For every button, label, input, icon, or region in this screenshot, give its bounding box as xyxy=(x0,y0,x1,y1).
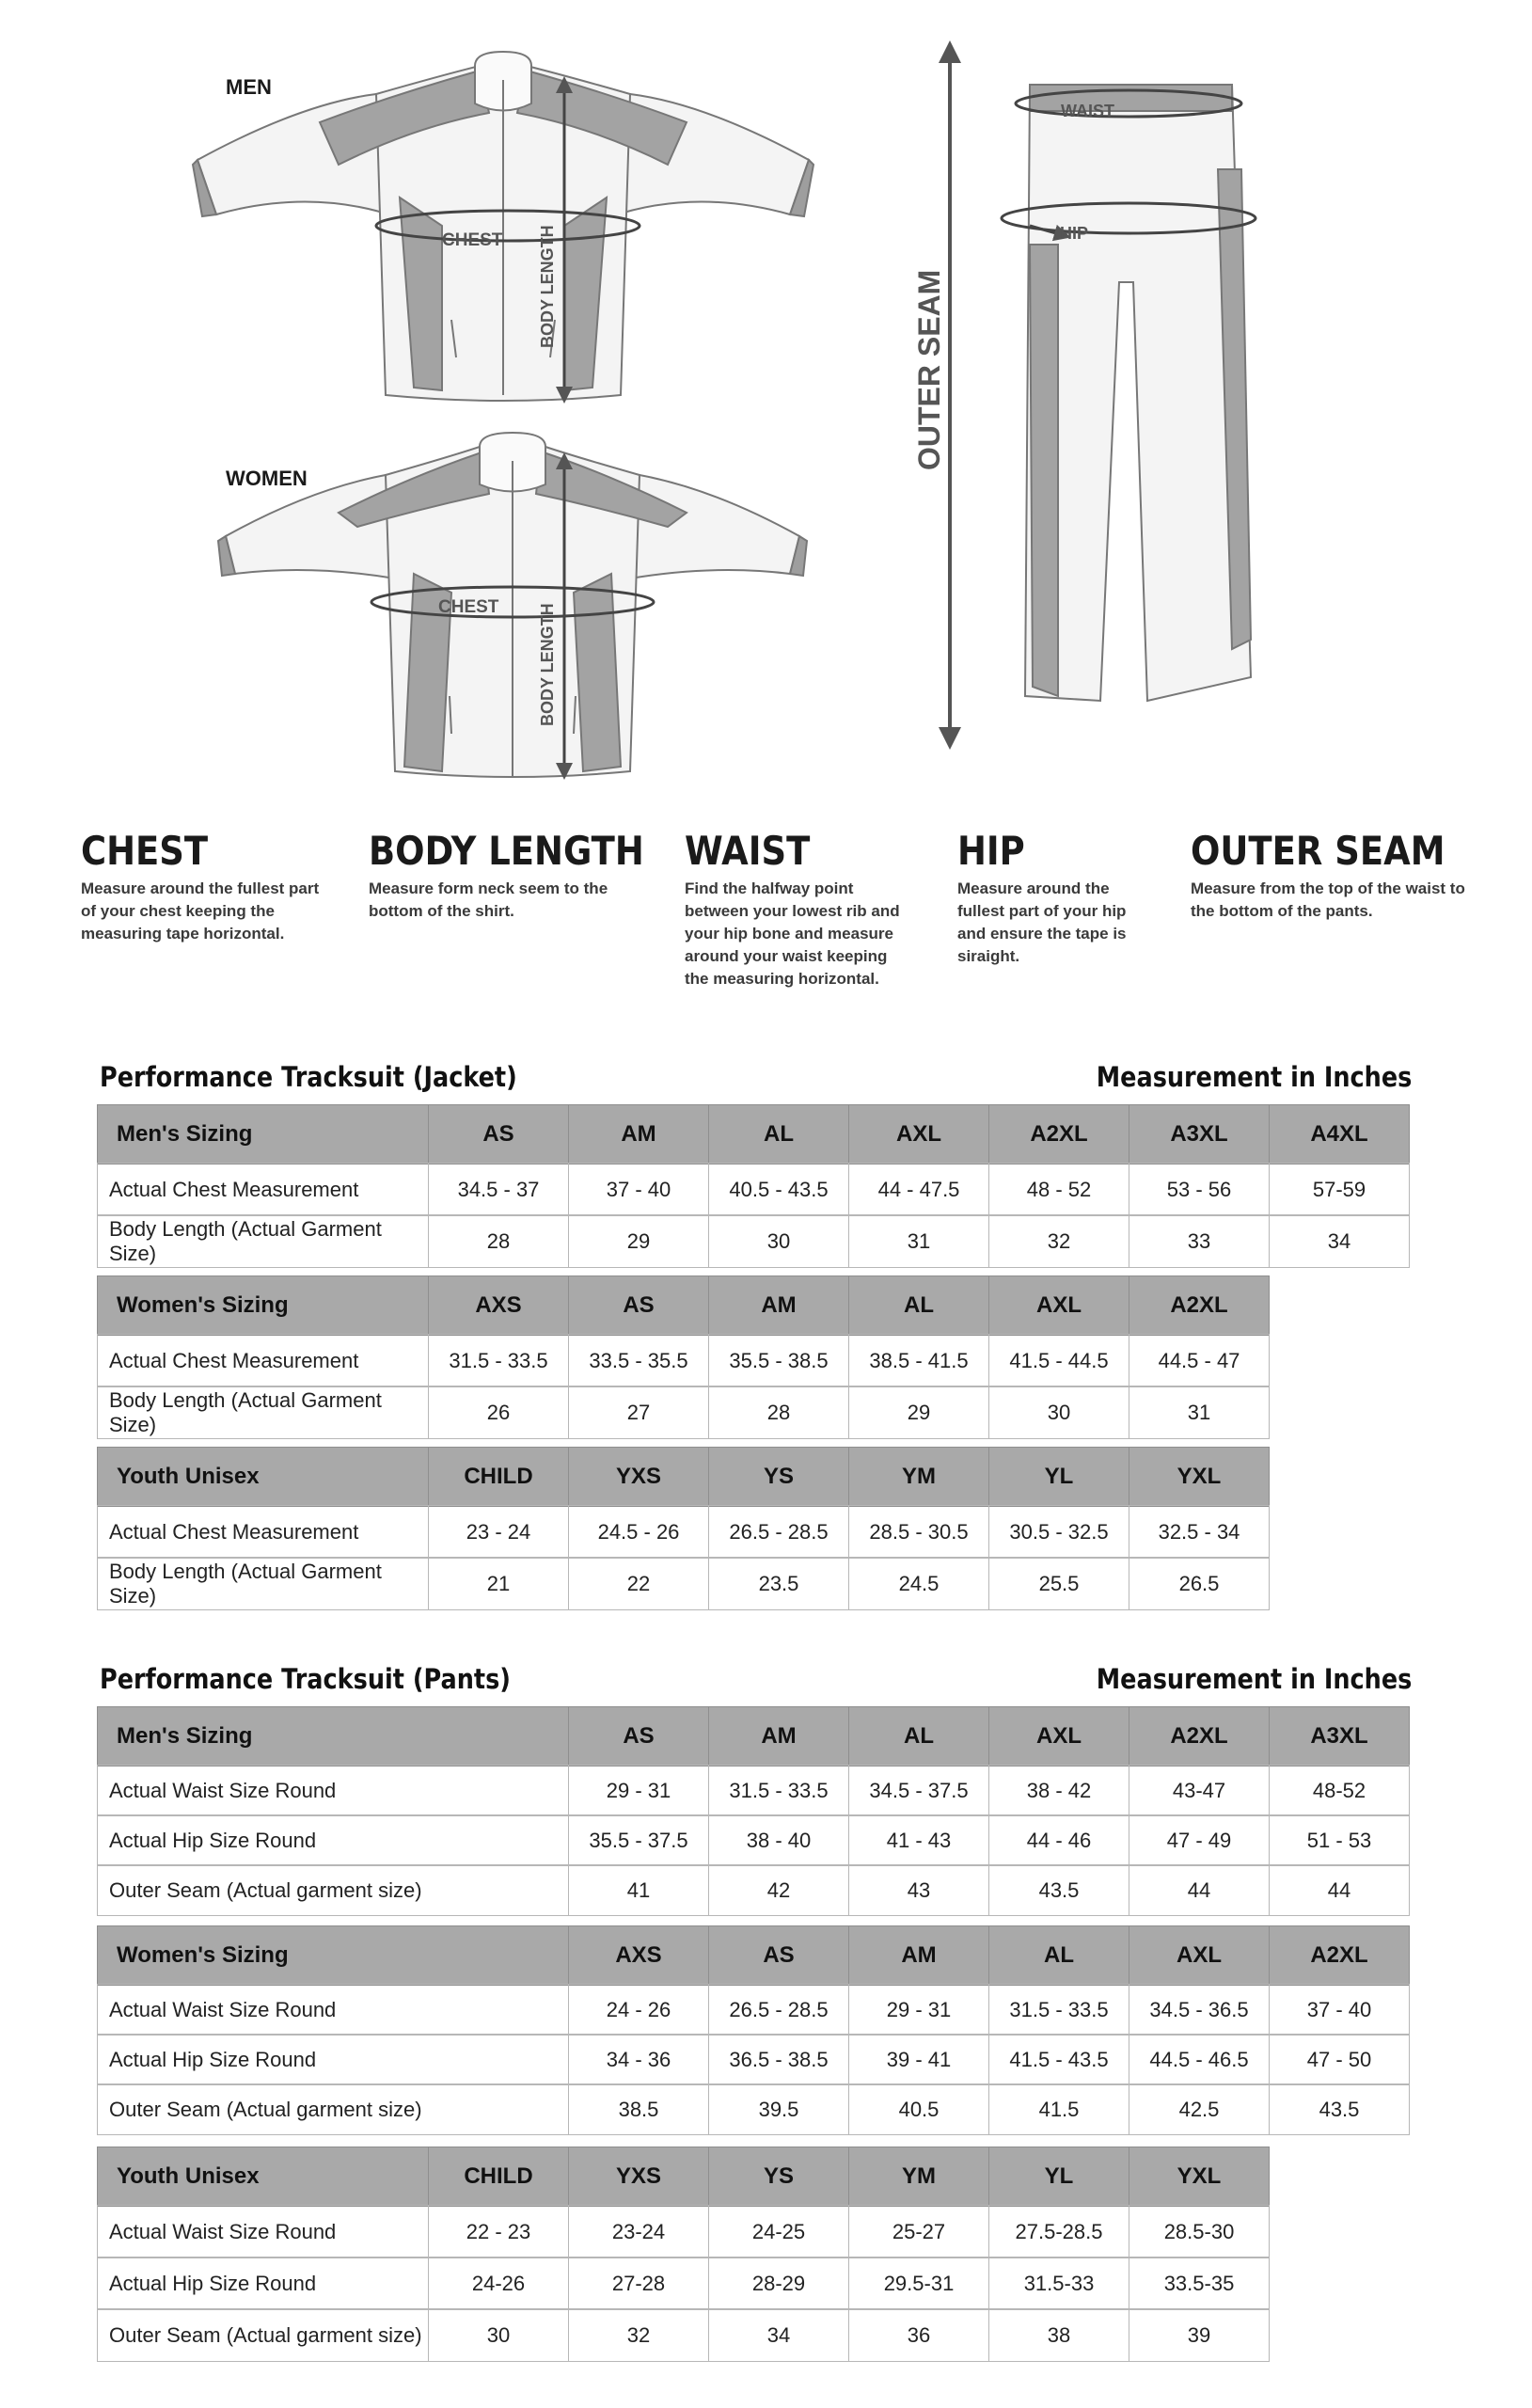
table-cell: 34.5 - 37 xyxy=(428,1163,569,1216)
jacket-youth-header xyxy=(97,1448,1270,1507)
table-header-cell: AS xyxy=(428,1104,569,1164)
table-header-cell: YM xyxy=(848,2147,989,2207)
table-cell: 27-28 xyxy=(568,2257,709,2310)
guide-chest xyxy=(81,828,335,945)
men-jacket-drawing xyxy=(193,52,813,401)
table-header-cell: YL xyxy=(988,2147,1129,2207)
table-cell: 32 xyxy=(988,1214,1129,1268)
table-header-cell: Youth Unisex xyxy=(97,2147,429,2207)
table-header-cell: YS xyxy=(708,2147,849,2207)
guide-desc: Find the halfway point between your lowest rib and your hip bone and measure around your waist keeping the measuring horizontal. xyxy=(685,879,900,988)
table-cell: 44.5 - 46.5 xyxy=(1129,2034,1270,2085)
table-cell: 38 - 40 xyxy=(708,1814,849,1866)
table-header-cell: AXL xyxy=(1129,1925,1270,1986)
table-cell: 57-59 xyxy=(1269,1163,1410,1216)
pants-section-title: Performance Tracksuit (Pants) xyxy=(100,1663,511,1695)
table-header-cell: A2XL xyxy=(1129,1706,1270,1766)
table-cell: 44 xyxy=(1129,1864,1270,1916)
table-header-cell: A2XL xyxy=(988,1104,1129,1164)
table-row-label: Body Length (Actual Garment Size) xyxy=(97,1557,429,1610)
table-row-label: Actual Chest Measurement xyxy=(97,1163,429,1216)
table-cell: 51 - 53 xyxy=(1269,1814,1410,1866)
pants-youth-header xyxy=(97,2147,1270,2207)
table-row xyxy=(97,1766,1410,1816)
table-row xyxy=(97,1164,1410,1216)
table-cell: 29 xyxy=(568,1214,709,1268)
table-header-cell: Men's Sizing xyxy=(97,1104,429,1164)
women-label: WOMEN xyxy=(226,467,308,490)
table-cell: 36 xyxy=(848,2308,989,2362)
table-header-cell: AS xyxy=(568,1706,709,1766)
table-header-cell: A3XL xyxy=(1129,1104,1270,1164)
table-cell: 38.5 - 41.5 xyxy=(848,1334,989,1387)
table-cell: 37 - 40 xyxy=(1269,1984,1410,2036)
guide-desc: Measure around the fullest part of your chest keeping the measuring tape horizontal. xyxy=(81,879,320,943)
table-row xyxy=(97,2035,1410,2085)
table-cell: 27.5-28.5 xyxy=(988,2205,1129,2258)
guide-title: CHEST xyxy=(81,828,209,874)
table-header-cell: A3XL xyxy=(1269,1706,1410,1766)
table-header-cell: YXL xyxy=(1129,1447,1270,1507)
table-cell: 24.5 xyxy=(848,1557,989,1610)
table-cell: 29 - 31 xyxy=(568,1765,709,1816)
table-row xyxy=(97,1985,1410,2036)
table-cell: 33.5-35 xyxy=(1129,2257,1270,2310)
table-row-label: Outer Seam (Actual garment size) xyxy=(97,2083,569,2135)
table-cell: 28 xyxy=(708,1386,849,1439)
table-cell: 22 - 23 xyxy=(428,2205,569,2258)
table-cell: 34 - 36 xyxy=(568,2034,709,2085)
table-cell: 34.5 - 37.5 xyxy=(848,1765,989,1816)
hip-label: HIP xyxy=(1060,224,1089,243)
table-cell: 22 xyxy=(568,1557,709,1610)
table-row-label: Actual Hip Size Round xyxy=(97,2257,429,2310)
table-cell: 29.5-31 xyxy=(848,2257,989,2310)
table-row-label: Actual Waist Size Round xyxy=(97,2205,429,2258)
table-cell: 34.5 - 36.5 xyxy=(1129,1984,1270,2036)
table-cell: 42.5 xyxy=(1129,2083,1270,2135)
table-row xyxy=(97,1335,1270,1387)
table-header-cell: A2XL xyxy=(1269,1925,1410,1986)
table-header-cell: Youth Unisex xyxy=(97,1447,429,1507)
table-cell: 40.5 xyxy=(848,2083,989,2135)
table-header-cell: YS xyxy=(708,1447,849,1507)
table-row-label: Actual Waist Size Round xyxy=(97,1765,569,1816)
table-cell: 23.5 xyxy=(708,1557,849,1610)
table-row xyxy=(97,1558,1270,1610)
table-row xyxy=(97,1815,1410,1866)
table-cell: 26.5 - 28.5 xyxy=(708,1984,849,2036)
jacket-unit-label: Measurement in Inches xyxy=(1096,1061,1412,1093)
table-header-cell: AL xyxy=(848,1275,989,1336)
table-row xyxy=(97,1865,1410,1916)
table-row-label: Outer Seam (Actual garment size) xyxy=(97,2308,429,2362)
guide-hip xyxy=(957,828,1150,968)
table-header-cell: AXL xyxy=(848,1104,989,1164)
table-header-cell: AL xyxy=(708,1104,849,1164)
table-row-label: Outer Seam (Actual garment size) xyxy=(97,1864,569,1916)
pants-drawing xyxy=(1025,85,1251,701)
table-header-cell: A2XL xyxy=(1129,1275,1270,1336)
table-header-cell: AM xyxy=(708,1706,849,1766)
table-cell: 44 xyxy=(1269,1864,1410,1916)
table-cell: 33.5 - 35.5 xyxy=(568,1334,709,1387)
table-cell: 40.5 - 43.5 xyxy=(708,1163,849,1216)
table-cell: 23-24 xyxy=(568,2205,709,2258)
table-cell: 38.5 xyxy=(568,2083,709,2135)
table-cell: 32.5 - 34 xyxy=(1129,1505,1270,1559)
table-cell: 36.5 - 38.5 xyxy=(708,2034,849,2085)
pants-mens-header xyxy=(97,1707,1410,1766)
guide-body-length xyxy=(369,828,644,923)
table-cell: 26.5 xyxy=(1129,1557,1270,1610)
table-cell: 32 xyxy=(568,2308,709,2362)
table-row-label: Body Length (Actual Garment Size) xyxy=(97,1214,429,1268)
table-row xyxy=(97,2084,1410,2135)
table-header-cell: CHILD xyxy=(428,2147,569,2207)
table-row xyxy=(97,2309,1270,2362)
table-header-cell: YXL xyxy=(1129,2147,1270,2207)
table-cell: 44.5 - 47 xyxy=(1129,1334,1270,1387)
table-header-cell: AM xyxy=(568,1104,709,1164)
guide-title: BODY LENGTH xyxy=(369,828,644,874)
table-row xyxy=(97,2206,1270,2258)
table-cell: 25-27 xyxy=(848,2205,989,2258)
table-cell: 31.5 - 33.5 xyxy=(708,1765,849,1816)
table-cell: 43-47 xyxy=(1129,1765,1270,1816)
table-cell: 28.5 - 30.5 xyxy=(848,1505,989,1559)
table-cell: 30 xyxy=(708,1214,849,1268)
table-header-cell: Women's Sizing xyxy=(97,1275,429,1336)
table-cell: 39.5 xyxy=(708,2083,849,2135)
outer-seam-label: OUTER SEAM xyxy=(912,269,946,470)
table-cell: 24-25 xyxy=(708,2205,849,2258)
table-row-label: Actual Hip Size Round xyxy=(97,2034,569,2085)
table-cell: 29 xyxy=(848,1386,989,1439)
table-row-label: Actual Waist Size Round xyxy=(97,1984,569,2036)
pants-unit-label: Measurement in Inches xyxy=(1096,1663,1412,1695)
table-cell: 37 - 40 xyxy=(568,1163,709,1216)
table-cell: 35.5 - 37.5 xyxy=(568,1814,709,1866)
guide-waist xyxy=(685,828,906,990)
table-cell: 31 xyxy=(848,1214,989,1268)
women-chest-label: CHEST xyxy=(438,597,499,617)
men-body-length-label: BODY LENGTH xyxy=(538,225,557,348)
jacket-mens-header xyxy=(97,1105,1410,1164)
table-cell: 48 - 52 xyxy=(988,1163,1129,1216)
table-cell: 31.5 - 33.5 xyxy=(428,1334,569,1387)
table-cell: 26.5 - 28.5 xyxy=(708,1505,849,1559)
table-header-cell: YM xyxy=(848,1447,989,1507)
guide-title: WAIST xyxy=(685,828,811,874)
table-cell: 41 xyxy=(568,1864,709,1916)
table-header-cell: AS xyxy=(568,1275,709,1336)
table-header-cell: A4XL xyxy=(1269,1104,1410,1164)
table-row-label: Actual Chest Measurement xyxy=(97,1505,429,1559)
table-header-cell: YXS xyxy=(568,2147,709,2207)
table-cell: 29 - 31 xyxy=(848,1984,989,2036)
table-cell: 43 xyxy=(848,1864,989,1916)
table-header-cell: YL xyxy=(988,1447,1129,1507)
table-row xyxy=(97,1215,1410,1268)
table-cell: 28.5-30 xyxy=(1129,2205,1270,2258)
women-body-length-label: BODY LENGTH xyxy=(538,603,557,726)
table-cell: 53 - 56 xyxy=(1129,1163,1270,1216)
table-cell: 44 - 47.5 xyxy=(848,1163,989,1216)
table-cell: 34 xyxy=(708,2308,849,2362)
table-header-cell: AS xyxy=(708,1925,849,1986)
table-cell: 42 xyxy=(708,1864,849,1916)
table-cell: 38 - 42 xyxy=(988,1765,1129,1816)
table-cell: 43.5 xyxy=(988,1864,1129,1916)
table-cell: 44 - 46 xyxy=(988,1814,1129,1866)
table-cell: 47 - 49 xyxy=(1129,1814,1270,1866)
table-header-cell: Men's Sizing xyxy=(97,1706,569,1766)
table-cell: 31 xyxy=(1129,1386,1270,1439)
table-cell: 34 xyxy=(1269,1214,1410,1268)
table-row-label: Actual Chest Measurement xyxy=(97,1334,429,1387)
table-cell: 41.5 xyxy=(988,2083,1129,2135)
table-row-label: Body Length (Actual Garment Size) xyxy=(97,1386,429,1439)
guide-outer-seam xyxy=(1191,828,1473,923)
table-cell: 39 - 41 xyxy=(848,2034,989,2085)
table-cell: 39 xyxy=(1129,2308,1270,2362)
table-cell: 28-29 xyxy=(708,2257,849,2310)
table-cell: 26 xyxy=(428,1386,569,1439)
table-cell: 24 - 26 xyxy=(568,1984,709,2036)
guide-title: OUTER SEAM xyxy=(1191,828,1445,874)
table-header-cell: YXS xyxy=(568,1447,709,1507)
table-cell: 30 xyxy=(428,2308,569,2362)
table-cell: 41.5 - 43.5 xyxy=(988,2034,1129,2085)
jacket-section-title: Performance Tracksuit (Jacket) xyxy=(100,1061,517,1093)
table-header-cell: AXS xyxy=(568,1925,709,1986)
guide-desc: Measure from the top of the waist to the bottom of the pants. xyxy=(1191,879,1465,920)
table-header-cell: CHILD xyxy=(428,1447,569,1507)
guide-desc: Measure form neck seem to the bottom of the shirt. xyxy=(369,879,608,920)
jacket-womens-header xyxy=(97,1276,1270,1336)
guide-desc: Measure around the fullest part of your hip and ensure the tape is siraight. xyxy=(957,879,1127,965)
table-header-cell: AXL xyxy=(988,1275,1129,1336)
table-row xyxy=(97,1386,1270,1439)
table-cell: 30.5 - 32.5 xyxy=(988,1505,1129,1559)
table-cell: 25.5 xyxy=(988,1557,1129,1610)
table-cell: 24.5 - 26 xyxy=(568,1505,709,1559)
table-header-cell: AM xyxy=(708,1275,849,1336)
men-chest-label: CHEST xyxy=(442,230,503,250)
table-row-label: Actual Hip Size Round xyxy=(97,1814,569,1866)
table-header-cell: AXS xyxy=(428,1275,569,1336)
garment-illustrations xyxy=(0,0,1532,809)
table-row xyxy=(97,2258,1270,2310)
table-cell: 23 - 24 xyxy=(428,1505,569,1559)
men-label: MEN xyxy=(226,75,272,99)
table-cell: 41.5 - 44.5 xyxy=(988,1334,1129,1387)
table-cell: 43.5 xyxy=(1269,2083,1410,2135)
table-cell: 27 xyxy=(568,1386,709,1439)
guide-title: HIP xyxy=(957,828,1025,874)
table-cell: 33 xyxy=(1129,1214,1270,1268)
table-cell: 21 xyxy=(428,1557,569,1610)
table-header-cell: AL xyxy=(848,1706,989,1766)
table-cell: 35.5 - 38.5 xyxy=(708,1334,849,1387)
waist-label: WAIST xyxy=(1061,102,1114,120)
table-cell: 31.5-33 xyxy=(988,2257,1129,2310)
table-cell: 31.5 - 33.5 xyxy=(988,1984,1129,2036)
table-cell: 38 xyxy=(988,2308,1129,2362)
table-header-cell: AL xyxy=(988,1925,1129,1986)
pants-womens-header xyxy=(97,1926,1410,1986)
table-cell: 41 - 43 xyxy=(848,1814,989,1866)
table-header-cell: Women's Sizing xyxy=(97,1925,569,1986)
table-header-cell: AM xyxy=(848,1925,989,1986)
table-cell: 30 xyxy=(988,1386,1129,1439)
table-cell: 24-26 xyxy=(428,2257,569,2310)
table-header-cell: AXL xyxy=(988,1706,1129,1766)
table-cell: 28 xyxy=(428,1214,569,1268)
table-row xyxy=(97,1506,1270,1559)
table-cell: 47 - 50 xyxy=(1269,2034,1410,2085)
table-cell: 48-52 xyxy=(1269,1765,1410,1816)
